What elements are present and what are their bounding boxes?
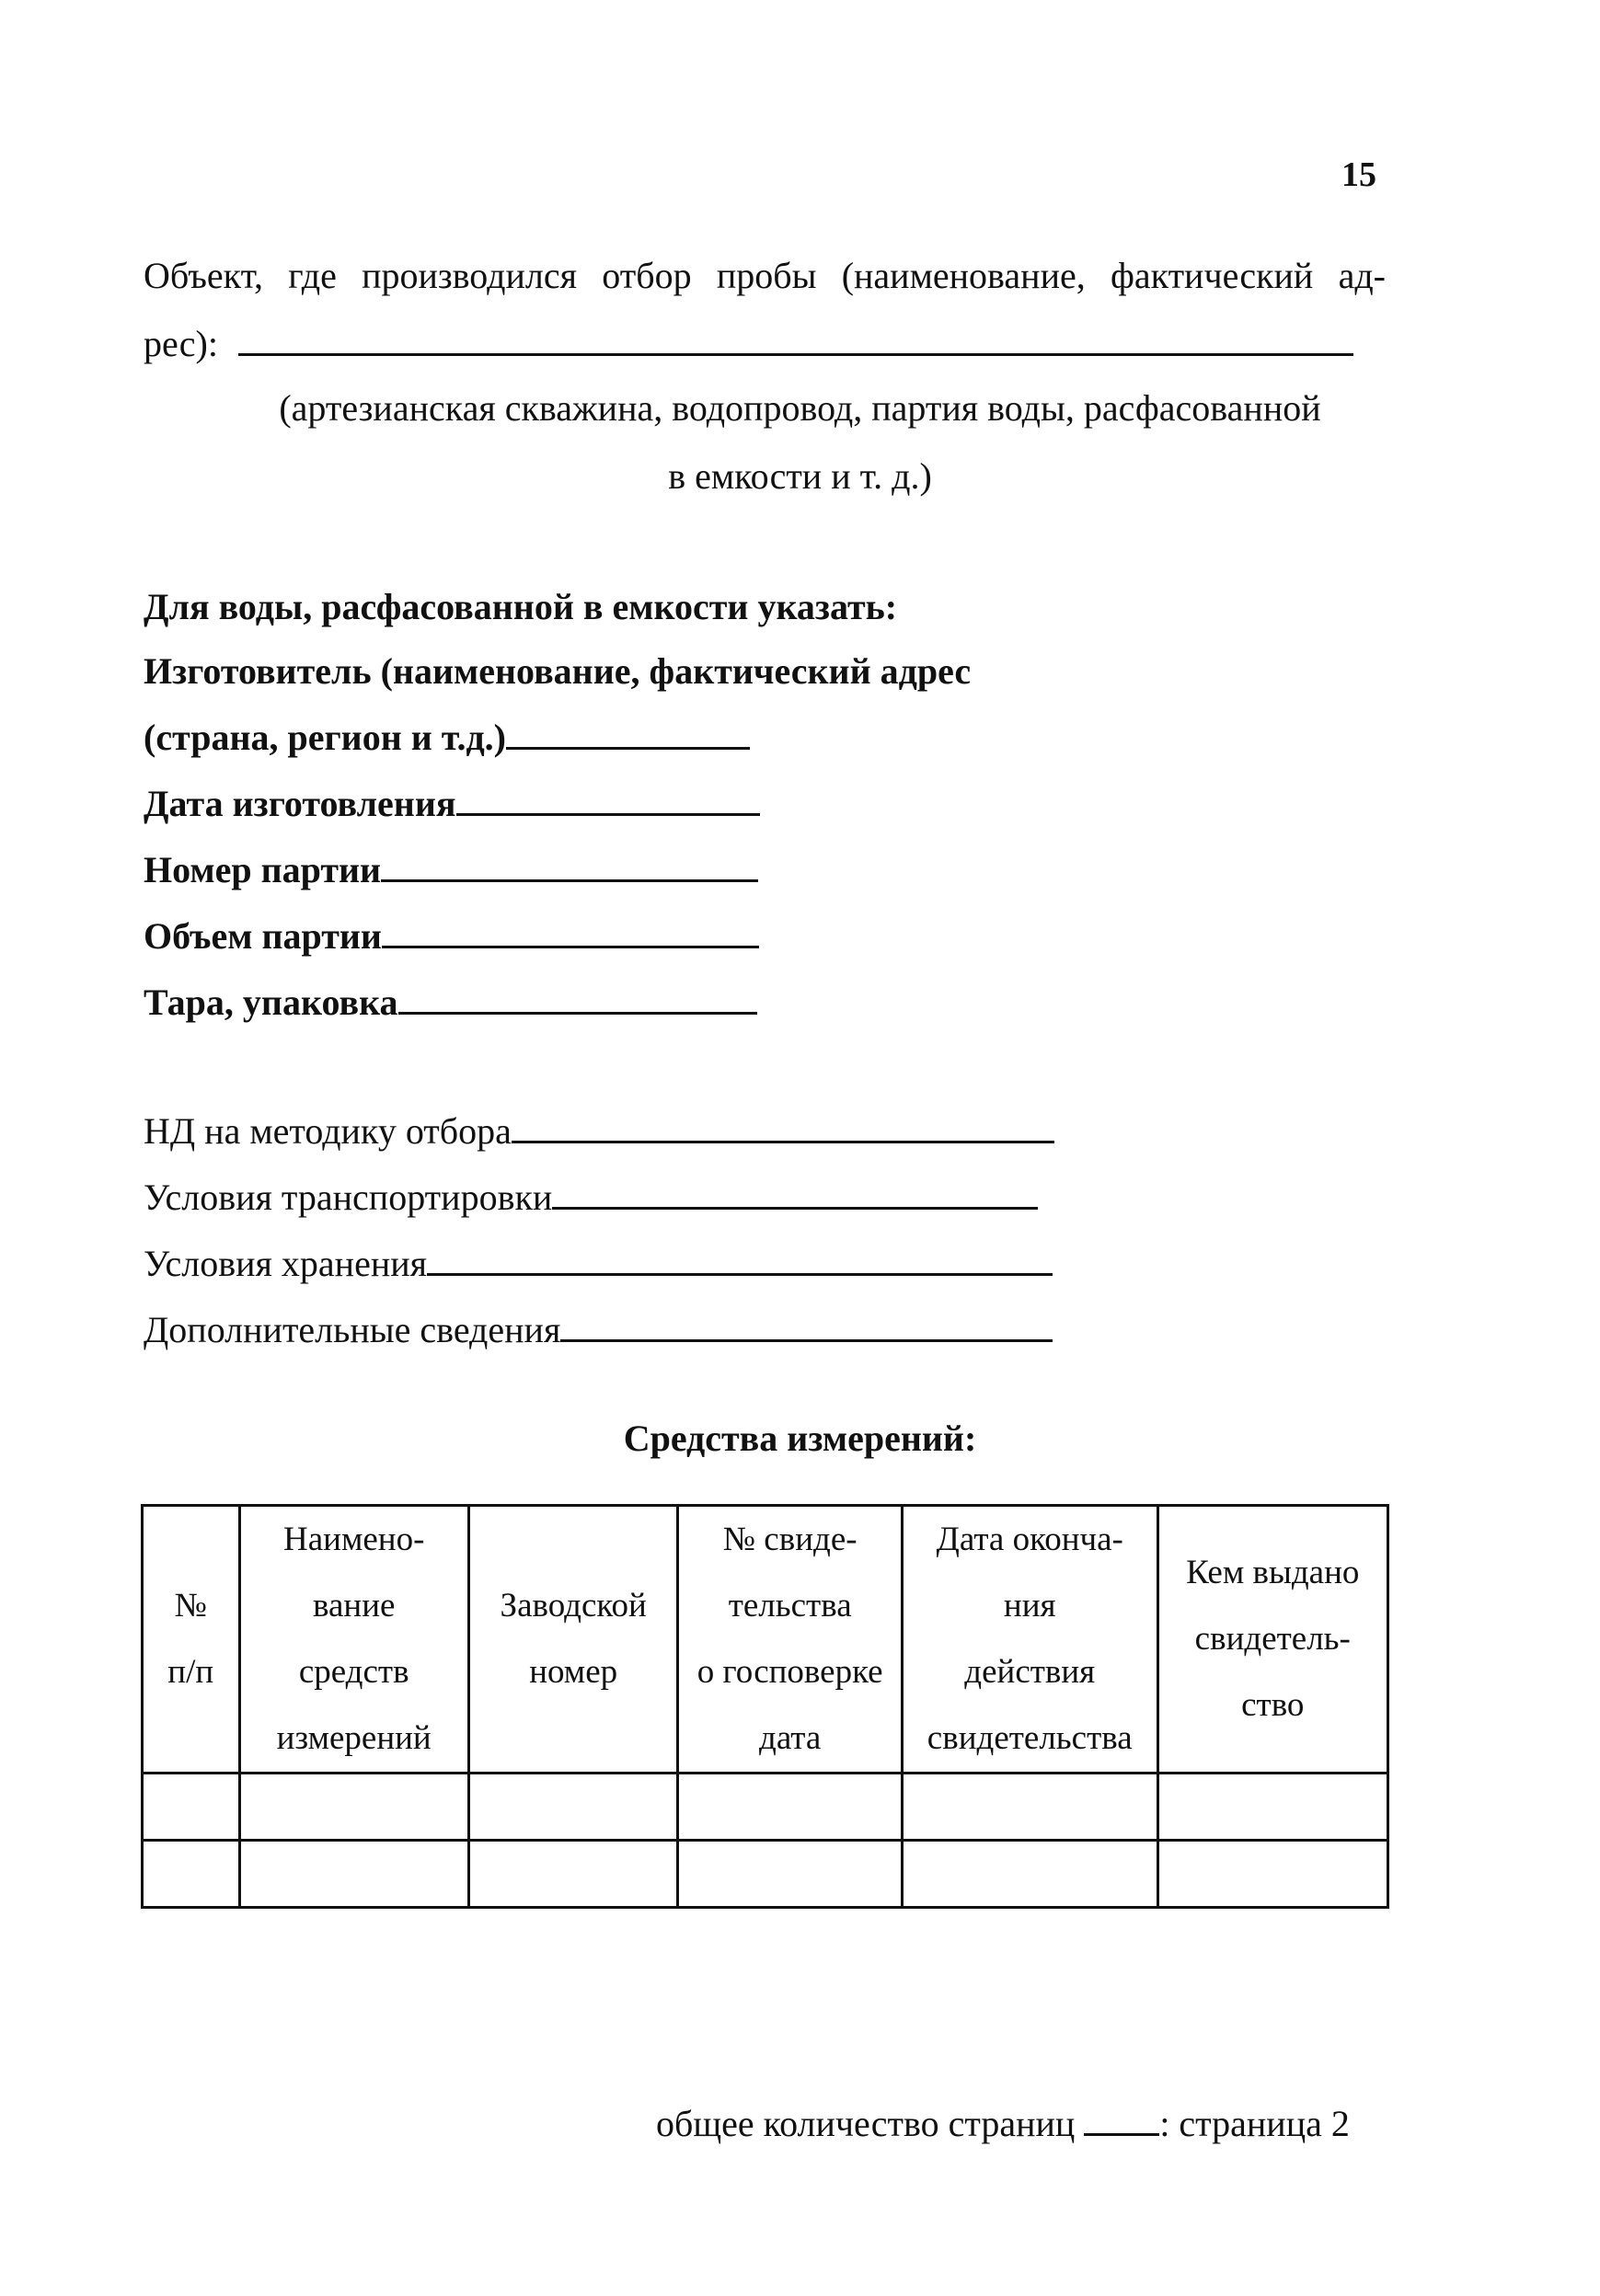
additional-field[interactable] (560, 1338, 1053, 1342)
table-cell[interactable] (1157, 1841, 1387, 1908)
current-page-label: : страница 2 (1159, 2103, 1350, 2144)
table-cell[interactable] (143, 1841, 240, 1908)
col-header-instrument-name: Наимено- вание средств измерений (239, 1506, 468, 1774)
storage-line (144, 1242, 1053, 1285)
bottled-heading: Для воды, расфасованной в емкости указать: (144, 586, 898, 627)
object-line-2 (144, 322, 1353, 365)
transport-label: Условия транспортировки (144, 1177, 553, 1218)
table-cell[interactable] (468, 1774, 678, 1841)
table-cell[interactable] (902, 1774, 1157, 1841)
transport-line (144, 1176, 1038, 1219)
batch-volume-label: Объем партии (144, 915, 382, 957)
method-label: НД на методику отбора (144, 1110, 512, 1152)
manufacturer-label: Изготовитель (наименование, фактический адрес (144, 650, 972, 692)
manufacturer-line-2 (144, 716, 750, 759)
col-header-serial-number: Заводской номер (468, 1506, 678, 1774)
additional-label: Дополнительные сведения (144, 1309, 561, 1350)
total-pages-label: общее количество страниц (656, 2103, 1076, 2144)
batch-number-label: Номер партии (144, 849, 382, 890)
table-cell[interactable] (239, 1841, 468, 1908)
table-cell[interactable] (468, 1841, 678, 1908)
storage-field[interactable] (427, 1272, 1053, 1276)
page-number: 15 (1341, 155, 1376, 194)
method-line (144, 1109, 1054, 1153)
batch-number-field[interactable] (381, 878, 758, 882)
table-cell[interactable] (678, 1774, 903, 1841)
transport-field[interactable] (552, 1206, 1038, 1210)
manufacturer-country-label: (страна, регион и т.д.) (144, 717, 507, 758)
batch-volume-line (144, 914, 759, 958)
table-header-row (143, 1506, 1388, 1774)
table-cell[interactable] (239, 1774, 468, 1841)
table-cell[interactable] (143, 1774, 240, 1841)
total-pages-field[interactable] (1084, 2132, 1159, 2136)
date-line (144, 782, 760, 825)
packaging-field[interactable] (398, 1011, 757, 1015)
col-header-expiry-date: Дата оконча- ния действия свидетельства (902, 1506, 1157, 1774)
table-cell[interactable] (902, 1841, 1157, 1908)
additional-line (144, 1308, 1053, 1351)
instruments-title: Средства измерений: (623, 1418, 977, 1459)
object-note-2: в емкости и т. д.) (668, 455, 932, 497)
packaging-label: Тара, упаковка (144, 982, 398, 1023)
storage-label: Условия хранения (144, 1243, 428, 1284)
col-header-issued-by: Кем выдано свидетель- ство (1157, 1506, 1387, 1774)
date-label: Дата изготовления (144, 783, 456, 824)
object-note-1: (артезианская скважина, водопровод, партия воды, расфасованной (279, 387, 1321, 429)
object-line-1: Объект, где производился отбор пробы (наименование, фактический ад- (144, 255, 1386, 296)
object-address-label: рес): (144, 323, 218, 364)
method-field[interactable] (512, 1140, 1054, 1143)
batch-volume-field[interactable] (382, 945, 759, 948)
col-header-number: № п/п (143, 1506, 240, 1774)
manufacturer-field[interactable] (506, 746, 750, 750)
batch-number-line (144, 848, 758, 891)
col-header-certificate: № свиде- тельства о госповерке дата (678, 1506, 903, 1774)
object-address-field[interactable] (238, 352, 1353, 356)
table-row (143, 1841, 1388, 1908)
date-field[interactable] (456, 812, 760, 816)
packaging-line (144, 981, 757, 1024)
instruments-table (141, 1504, 1389, 1909)
table-row (143, 1774, 1388, 1841)
page-footer (656, 2102, 1350, 2145)
table-cell[interactable] (678, 1841, 903, 1908)
table-cell[interactable] (1157, 1774, 1387, 1841)
